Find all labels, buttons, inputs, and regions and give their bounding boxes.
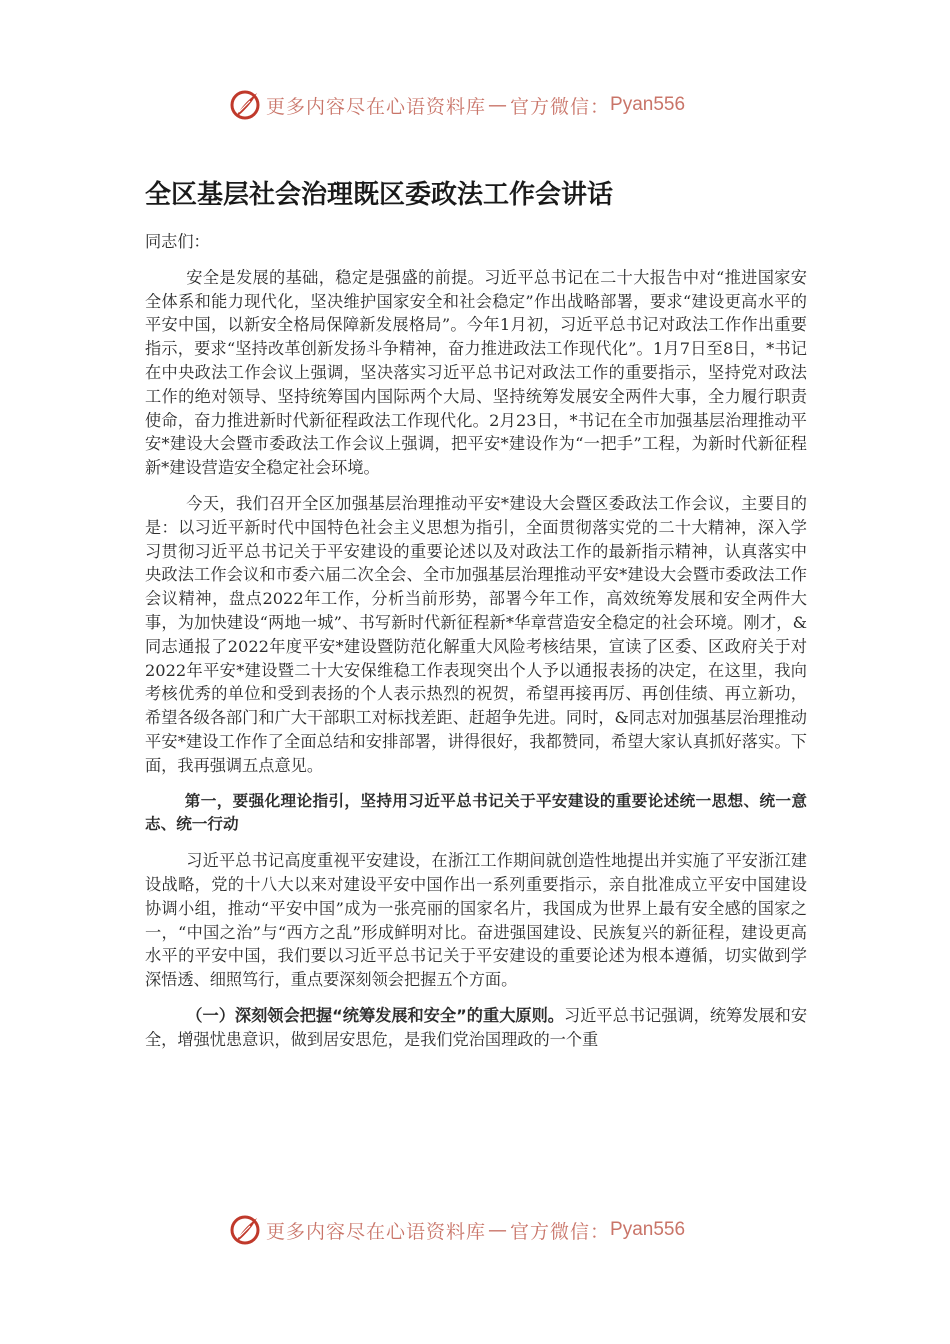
section-heading: 第一，要强化理论指引，坚持用习近平总书记关于平安建设的重要论述统一思想、统一意志、统一行动	[145, 791, 807, 834]
feather-logo-icon	[228, 1213, 262, 1247]
subsection-heading: （一）深刻领会把握“统筹发展和安全”的重大原则。	[186, 1005, 565, 1025]
watermark-header	[228, 88, 728, 122]
salutation: 同志们：	[145, 232, 210, 251]
document-title: 全区基层社会治理既区委政法工作会讲话	[145, 180, 614, 210]
watermark-wechat-id: Pyan556	[610, 94, 686, 115]
body-paragraph: 习近平总书记高度重视平安建设，在浙江工作期间就创造性地提出并实施了平安浙江建设战略，党的十八大以来对建设平安中国作出一系列重要指示，亲自批准成立平安中国建设协调小组，推动“平安中国”成为一张亮丽的国家名片，我国成为世界上最有安全感的国家之一，“中国之治”与“西方之乱”形成鲜明对比。奋进强国建设、民族复兴的新征程，建设更高水平的平安中国，我们要以习近平总书记关于平安建设的重要论述为根本遵循，切实做到学深悟透、细照笃行，重点要深刻领会把握五个方面。	[145, 851, 807, 990]
watermark-wechat-id: Pyan556	[610, 1219, 686, 1240]
watermark-wechat-label: 官方微信：	[510, 1220, 611, 1243]
watermark-footer	[228, 1213, 728, 1247]
body-paragraph: 安全是发展的基础，稳定是强盛的前提。习近平总书记在二十大报告中对“推进国家安全体系和能力现代化，坚决维护国家安全和社会稳定”作出战略部署，要求“建设更高水平的平安中国，以新安全格局保障新发展格局”。今年1月初，习近平总书记对政法工作作出重要指示，要求“坚持改革创新发扬斗争精神，奋力推进政法工作现代化”。1月7日至8日，*书记在中央政法工作会议上强调，坚决落实习近平总书记对政法工作的重要指示，坚持党对政法工作的绝对领导、坚持统筹国内国际两个大局、坚持统筹发展安全两件大事，全力履行职责使命，奋力推进新时代新征程政法工作现代化。2月23日，*书记在全市加强基层治理推动平安*建设大会暨市委政法工作会议上强调，把平安*建设作为“一把手”工程，为新时代新征程新*建设营造安全稳定社会环境。	[145, 267, 807, 478]
watermark-wechat-label: 官方微信：	[510, 95, 611, 118]
watermark-text: 更多内容尽在心语资料库	[266, 95, 487, 118]
subsection-text: 习近平总书记强调，统筹发展和安全，增强忧患意识，做到居安思危，是我们党治国理政的一个重	[145, 1005, 808, 1049]
watermark-separator: —	[488, 1219, 509, 1241]
feather-logo-icon	[228, 88, 262, 122]
document-body	[145, 230, 807, 1064]
subsection-paragraph	[145, 1004, 807, 1052]
watermark-separator: —	[488, 94, 509, 116]
watermark-text: 更多内容尽在心语资料库	[266, 1220, 487, 1243]
body-paragraph: 今天，我们召开全区加强基层治理推动平安*建设大会暨区委政法工作会议，主要目的是：以习近平新时代中国特色社会主义思想为指引，全面贯彻落实党的二十大精神，深入学习贯彻习近平总书记关于平安建设的重要论述以及对政法工作的最新指示精神，认真落实中央政法工作会议和市委六届二次全会、全市加强基层治理推动平安*建设大会暨市委政法工作会议精神，盘点2022年工作，分析当前形势，部署今年工作，高效统筹发展和安全两件大事，为加快建设“两地一城”、书写新时代新征程新*华章营造安全稳定的社会环境。刚才，&同志通报了2022年度平安*建设暨防范化解重大风险考核结果，宣读了区委、区政府关于对2022年平安*建设暨二十大安保维稳工作表现突出个人予以通报表扬的决定，在这里，我向考核优秀的单位和受到表扬的个人表示热烈的祝贺，希望再接再厉、再创佳绩、再立新功，希望各级各部门和广大干部职工对标找差距、赶超争先进。同时，&同志对加强基层治理推动平安*建设工作作了全面总结和安排部署，讲得很好，我都赞同，希望大家认真抓好落实。下面，我再强调五点意见。	[145, 493, 807, 775]
